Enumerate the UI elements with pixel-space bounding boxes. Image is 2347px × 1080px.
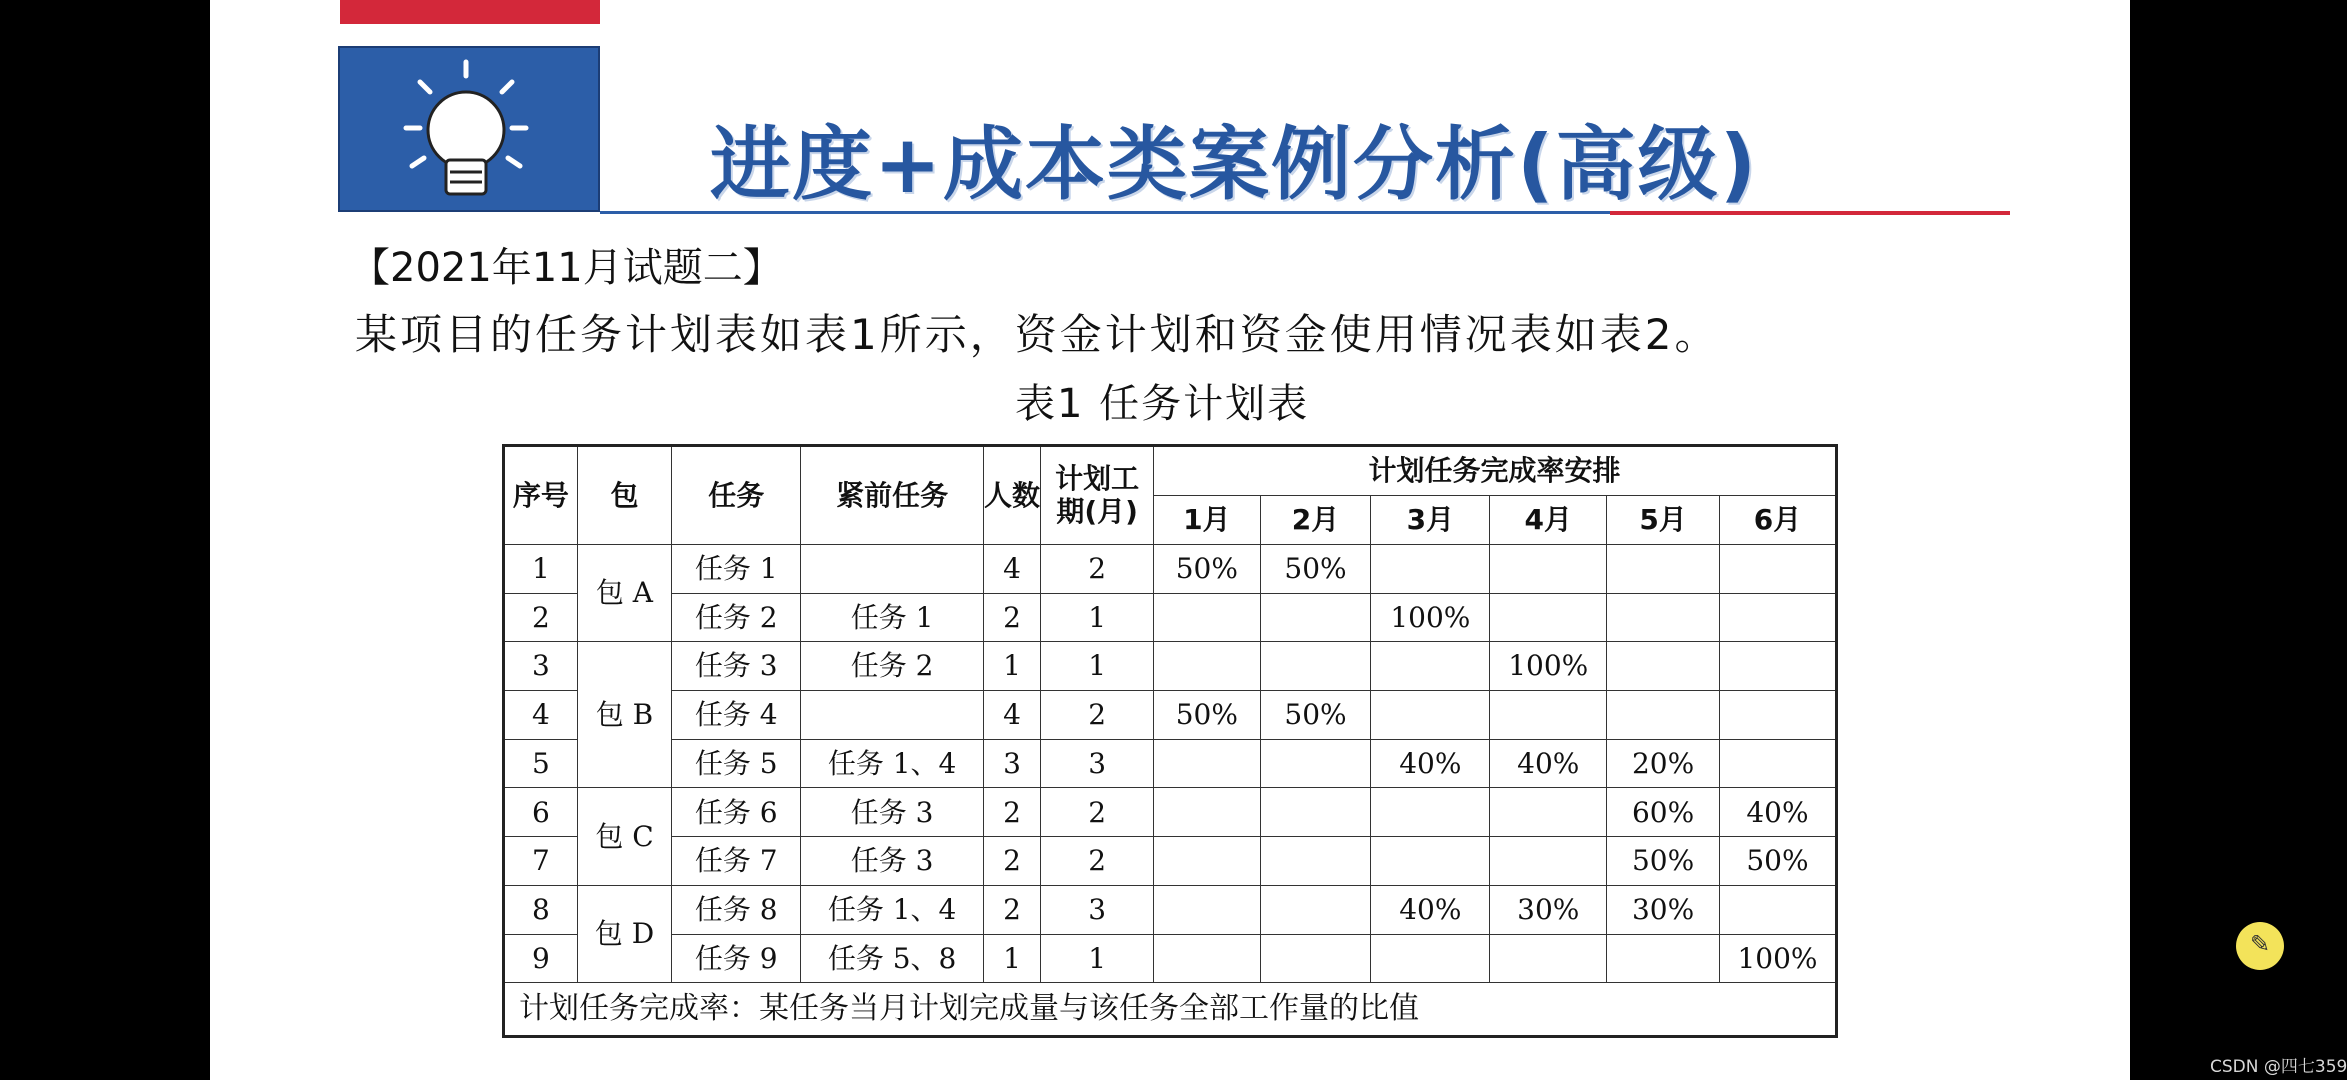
cell-duration: 1	[1041, 642, 1154, 691]
cell-pred: 任务 1、4	[801, 739, 984, 788]
cell-month	[1719, 544, 1836, 593]
cell-task: 任务 8	[672, 885, 801, 934]
cell-seq: 4	[504, 691, 578, 740]
cell-people: 4	[983, 544, 1040, 593]
cell-month	[1154, 934, 1261, 983]
cell-pred: 任务 1	[801, 593, 984, 642]
table-row	[504, 642, 1837, 691]
slide-title: 进度+成本类案例分析(高级)	[710, 118, 1759, 211]
cell-month	[1371, 691, 1490, 740]
cell-seq: 2	[504, 593, 578, 642]
cell-month: 40%	[1371, 885, 1490, 934]
cell-month	[1719, 642, 1836, 691]
cell-month	[1154, 642, 1261, 691]
cell-month	[1490, 837, 1607, 886]
cell-month	[1260, 934, 1371, 983]
cell-month	[1607, 593, 1720, 642]
cell-duration: 1	[1041, 934, 1154, 983]
col-header-task: 任务	[672, 446, 801, 545]
exam-label: 【2021年11月试题二】	[350, 245, 783, 291]
cell-month: 50%	[1607, 837, 1720, 886]
cell-pred: 任务 2	[801, 642, 984, 691]
cell-month	[1490, 691, 1607, 740]
cell-people: 4	[983, 691, 1040, 740]
cell-month: 100%	[1719, 934, 1836, 983]
table-row	[504, 593, 1837, 642]
title-underline-red	[1610, 211, 2010, 215]
cell-pred: 任务 3	[801, 788, 984, 837]
cell-month	[1371, 837, 1490, 886]
cell-task: 任务 5	[672, 739, 801, 788]
cell-month	[1260, 788, 1371, 837]
cell-seq: 8	[504, 885, 578, 934]
month-header: 4月	[1490, 496, 1607, 545]
cell-duration: 2	[1041, 837, 1154, 886]
cell-month	[1260, 593, 1371, 642]
cell-seq: 3	[504, 642, 578, 691]
cell-month	[1719, 885, 1836, 934]
lightbulb-logo	[338, 46, 600, 212]
cell-month	[1260, 642, 1371, 691]
cell-month: 40%	[1371, 739, 1490, 788]
cell-seq: 6	[504, 788, 578, 837]
table-row	[504, 788, 1837, 837]
cell-pred	[801, 544, 984, 593]
cell-task: 任务 4	[672, 691, 801, 740]
cell-task: 任务 3	[672, 642, 801, 691]
cell-month	[1260, 885, 1371, 934]
pen-icon[interactable]	[2236, 922, 2284, 970]
cell-month: 30%	[1490, 885, 1607, 934]
cell-month: 40%	[1719, 788, 1836, 837]
cell-month	[1371, 934, 1490, 983]
cell-month: 50%	[1719, 837, 1836, 886]
top-red-bar	[340, 0, 600, 24]
cell-month	[1371, 642, 1490, 691]
cell-month	[1371, 788, 1490, 837]
watermark: CSDN @四七359	[2210, 1057, 2347, 1077]
table-row	[504, 739, 1837, 788]
table-row	[504, 544, 1837, 593]
cell-month	[1719, 691, 1836, 740]
cell-month	[1154, 593, 1261, 642]
cell-month	[1607, 934, 1720, 983]
table-caption: 表1 任务计划表	[1015, 381, 1310, 427]
cell-people: 2	[983, 885, 1040, 934]
table-note: 计划任务完成率：某任务当月计划完成量与该任务全部工作量的比值	[504, 983, 1837, 1037]
cell-month: 60%	[1607, 788, 1720, 837]
cell-seq: 9	[504, 934, 578, 983]
col-header-seq: 序号	[504, 446, 578, 545]
cell-month	[1154, 837, 1261, 886]
cell-pkg: 包 B	[577, 642, 671, 788]
table-row	[504, 691, 1837, 740]
table-note-row	[504, 983, 1837, 1037]
cell-pred: 任务 5、8	[801, 934, 984, 983]
cell-seq: 1	[504, 544, 578, 593]
cell-month: 50%	[1260, 691, 1371, 740]
task-plan-table	[502, 444, 1838, 1038]
cell-task: 任务 9	[672, 934, 801, 983]
cell-people: 1	[983, 934, 1040, 983]
intro-text: 某项目的任务计划表如表1所示，资金计划和资金使用情况表如表2。	[355, 310, 1720, 359]
table-row	[504, 837, 1837, 886]
col-header-pkg: 包	[577, 446, 671, 545]
cell-task: 任务 1	[672, 544, 801, 593]
cell-duration: 2	[1041, 544, 1154, 593]
cell-task: 任务 2	[672, 593, 801, 642]
cell-month: 50%	[1154, 691, 1261, 740]
lightbulb-icon	[340, 48, 598, 210]
cell-month: 100%	[1371, 593, 1490, 642]
cell-seq: 7	[504, 837, 578, 886]
cell-month	[1260, 837, 1371, 886]
cell-duration: 2	[1041, 691, 1154, 740]
header-row	[504, 446, 1837, 496]
cell-month	[1371, 544, 1490, 593]
table-row	[504, 934, 1837, 983]
col-header-schedule: 计划任务完成率安排	[1154, 446, 1837, 496]
cell-month	[1719, 739, 1836, 788]
cell-duration: 3	[1041, 885, 1154, 934]
cell-month	[1154, 788, 1261, 837]
slide	[210, 0, 2271, 1080]
cell-people: 1	[983, 642, 1040, 691]
cell-month: 20%	[1607, 739, 1720, 788]
col-header-duration: 计划工期(月)	[1041, 446, 1154, 545]
cell-duration: 2	[1041, 788, 1154, 837]
cell-people: 2	[983, 593, 1040, 642]
cell-month	[1260, 739, 1371, 788]
cell-pred	[801, 691, 984, 740]
cell-month	[1490, 788, 1607, 837]
cell-month	[1490, 544, 1607, 593]
cell-month	[1154, 739, 1261, 788]
table-row	[504, 885, 1837, 934]
month-header: 1月	[1154, 496, 1261, 545]
cell-month	[1607, 691, 1720, 740]
cell-duration: 3	[1041, 739, 1154, 788]
cell-people: 2	[983, 788, 1040, 837]
cell-month	[1154, 885, 1261, 934]
cell-task: 任务 6	[672, 788, 801, 837]
cell-pkg: 包 C	[577, 788, 671, 885]
cell-pred: 任务 3	[801, 837, 984, 886]
cell-month	[1719, 593, 1836, 642]
cell-month: 50%	[1260, 544, 1371, 593]
cell-month: 100%	[1490, 642, 1607, 691]
cell-month: 50%	[1154, 544, 1261, 593]
cell-month: 30%	[1607, 885, 1720, 934]
cell-pkg: 包 A	[577, 544, 671, 641]
cell-month	[1490, 593, 1607, 642]
cell-month: 40%	[1490, 739, 1607, 788]
cell-seq: 5	[504, 739, 578, 788]
col-header-pred: 紧前任务	[801, 446, 984, 545]
cell-people: 3	[983, 739, 1040, 788]
month-header: 6月	[1719, 496, 1836, 545]
cell-month	[1490, 934, 1607, 983]
col-header-people: 人数	[983, 446, 1040, 545]
cell-month	[1607, 544, 1720, 593]
month-header: 3月	[1371, 496, 1490, 545]
cell-task: 任务 7	[672, 837, 801, 886]
month-header: 5月	[1607, 496, 1720, 545]
cell-pred: 任务 1、4	[801, 885, 984, 934]
pen-glyph: ✎	[2250, 930, 2271, 958]
cell-people: 2	[983, 837, 1040, 886]
cell-month	[1607, 642, 1720, 691]
cell-duration: 1	[1041, 593, 1154, 642]
cell-pkg: 包 D	[577, 885, 671, 982]
month-header: 2月	[1260, 496, 1371, 545]
